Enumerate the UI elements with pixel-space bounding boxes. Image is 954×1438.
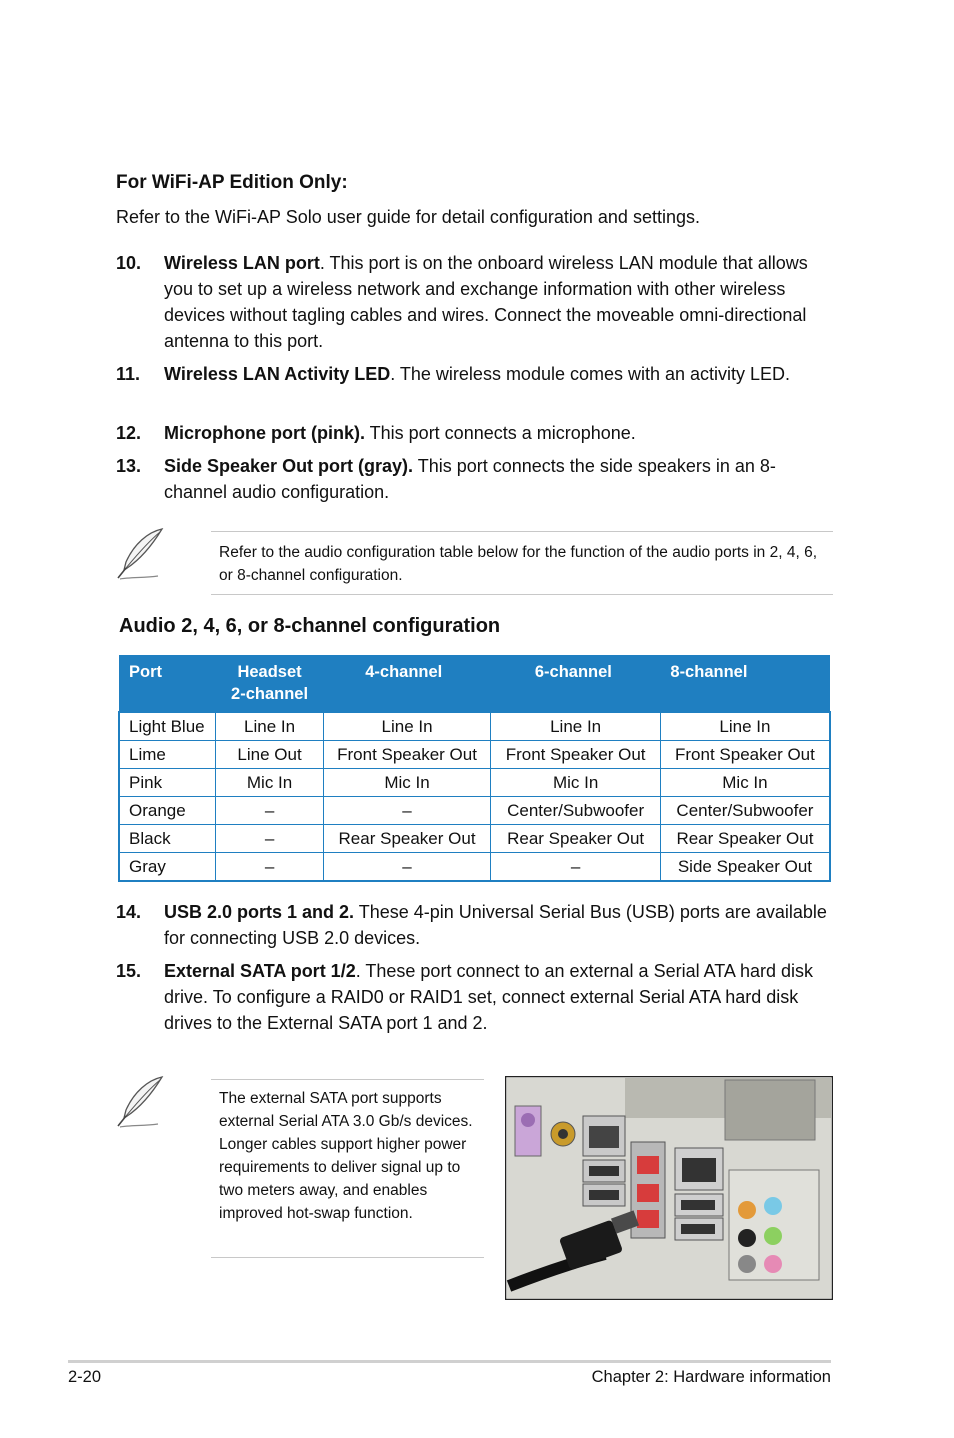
item-title: USB 2.0 ports 1 and 2. <box>164 902 355 922</box>
table-header-row <box>119 655 830 712</box>
table-cell: Line Out <box>216 741 323 769</box>
list-item-12 <box>116 420 836 446</box>
column-header: 4-channel <box>323 655 491 712</box>
item-number: 11. <box>116 364 141 384</box>
table-cell: Front Speaker Out <box>323 741 491 769</box>
headset-line-1: Headset <box>237 663 302 681</box>
table-cell: Line In <box>660 712 830 741</box>
table-cell: Gray <box>119 853 216 882</box>
note-bottom-rule <box>211 1257 484 1258</box>
table-cell: – <box>216 853 323 882</box>
table-cell: – <box>491 853 661 882</box>
table-cell: Line In <box>216 712 323 741</box>
table-cell: Lime <box>119 741 216 769</box>
item-title: Side Speaker Out port (gray). <box>164 456 414 476</box>
table-cell: Pink <box>119 769 216 797</box>
table-cell: Side Speaker Out <box>660 853 830 882</box>
item-number: 14. <box>116 902 142 922</box>
audio-config-table <box>118 655 831 882</box>
item-title: External SATA port 1/2 <box>164 961 356 981</box>
table-cell: Center/Subwoofer <box>660 797 830 825</box>
footer-rule <box>68 1360 831 1363</box>
list-item-14 <box>116 899 836 951</box>
table-row <box>119 741 830 769</box>
table-cell: Mic In <box>660 769 830 797</box>
item-number: 13. <box>116 456 142 476</box>
column-header <box>216 655 323 712</box>
item-title: Wireless LAN port <box>164 253 320 273</box>
rear-io-panel-photo <box>505 1076 833 1300</box>
note-bottom-rule <box>211 594 833 595</box>
table-cell: Rear Speaker Out <box>323 825 491 853</box>
table-cell: Mic In <box>216 769 323 797</box>
chapter-title: Chapter 2: Hardware information <box>591 1368 831 1386</box>
column-header: 6-channel <box>491 655 661 712</box>
feather-pen-note-icon <box>114 1074 166 1130</box>
table-cell: Rear Speaker Out <box>491 825 661 853</box>
wifi-intro: Refer to the WiFi-AP Solo user guide for detail configuration and settings. <box>116 207 700 227</box>
table-cell: Line In <box>491 712 661 741</box>
item-title: Wireless LAN Activity LED <box>164 364 391 384</box>
list-item-15 <box>116 958 836 1036</box>
table-cell: – <box>323 797 491 825</box>
item-title: Microphone port (pink). <box>164 423 365 443</box>
item-text: . This port is on the onboard wireless LAN module that allows you to set up a wireless network and exchange information with other wireless devices without tagling cables and wires. Connect the moveable omni-directional antenna to this port. <box>164 253 808 351</box>
table-cell: Black <box>119 825 216 853</box>
table-row <box>119 712 830 741</box>
table-row <box>119 853 830 882</box>
list-item-11 <box>116 361 836 387</box>
note-sata-text: The external SATA port supports external Serial ATA 3.0 Gb/s devices. Longer cables support higher power requirements to deliver signal up to two meters away, and enables improved hot-swap function. <box>219 1090 473 1222</box>
note-audio-text: Refer to the audio configuration table below for the function of the audio ports in 2, 4, 6, or 8-channel configuration. <box>219 544 817 584</box>
list-item-10 <box>116 250 836 354</box>
table-cell: Front Speaker Out <box>491 741 661 769</box>
column-header: 8-channel <box>660 655 830 712</box>
list-item-13 <box>116 453 836 505</box>
table-cell: Orange <box>119 797 216 825</box>
item-number: 10. <box>116 253 142 273</box>
item-text: . These port connect to an external a Serial ATA hard disk drive. To configure a RAID0 or RAID1 set, connect external Serial ATA hard disk drives to the External SATA port 1 and 2. <box>164 961 813 1033</box>
table-cell: Center/Subwoofer <box>491 797 661 825</box>
table-cell: Rear Speaker Out <box>660 825 830 853</box>
wifi-heading: For WiFi-AP Edition Only: <box>116 172 348 193</box>
feather-pen-note-icon <box>114 526 166 582</box>
item-text: This port connects the side speakers in an 8-channel audio configuration. <box>164 456 776 502</box>
column-header: Port <box>119 655 216 712</box>
item-number: 15. <box>116 961 142 981</box>
item-number: 12. <box>116 423 142 443</box>
page-number: 2-20 <box>68 1368 102 1386</box>
audio-config-heading: Audio 2, 4, 6, or 8-channel configuration <box>119 615 501 637</box>
item-text: These 4-pin Universal Serial Bus (USB) ports are available for connecting USB 2.0 devices. <box>164 902 827 948</box>
table-cell: – <box>216 825 323 853</box>
table-cell: Front Speaker Out <box>660 741 830 769</box>
table-row <box>119 769 830 797</box>
note-top-rule <box>211 1079 484 1080</box>
item-text: This port connects a microphone. <box>364 423 636 443</box>
headset-line-2: 2-channel <box>231 685 309 703</box>
item-text: . The wireless module comes with an activity LED. <box>390 364 791 384</box>
table-cell: Line In <box>323 712 491 741</box>
table-row <box>119 797 830 825</box>
table-row <box>119 825 830 853</box>
table-cell: Mic In <box>491 769 661 797</box>
table-cell: Light Blue <box>119 712 216 741</box>
note-top-rule <box>211 531 833 532</box>
table-cell: – <box>323 853 491 882</box>
table-cell: – <box>216 797 323 825</box>
table-cell: Mic In <box>323 769 491 797</box>
